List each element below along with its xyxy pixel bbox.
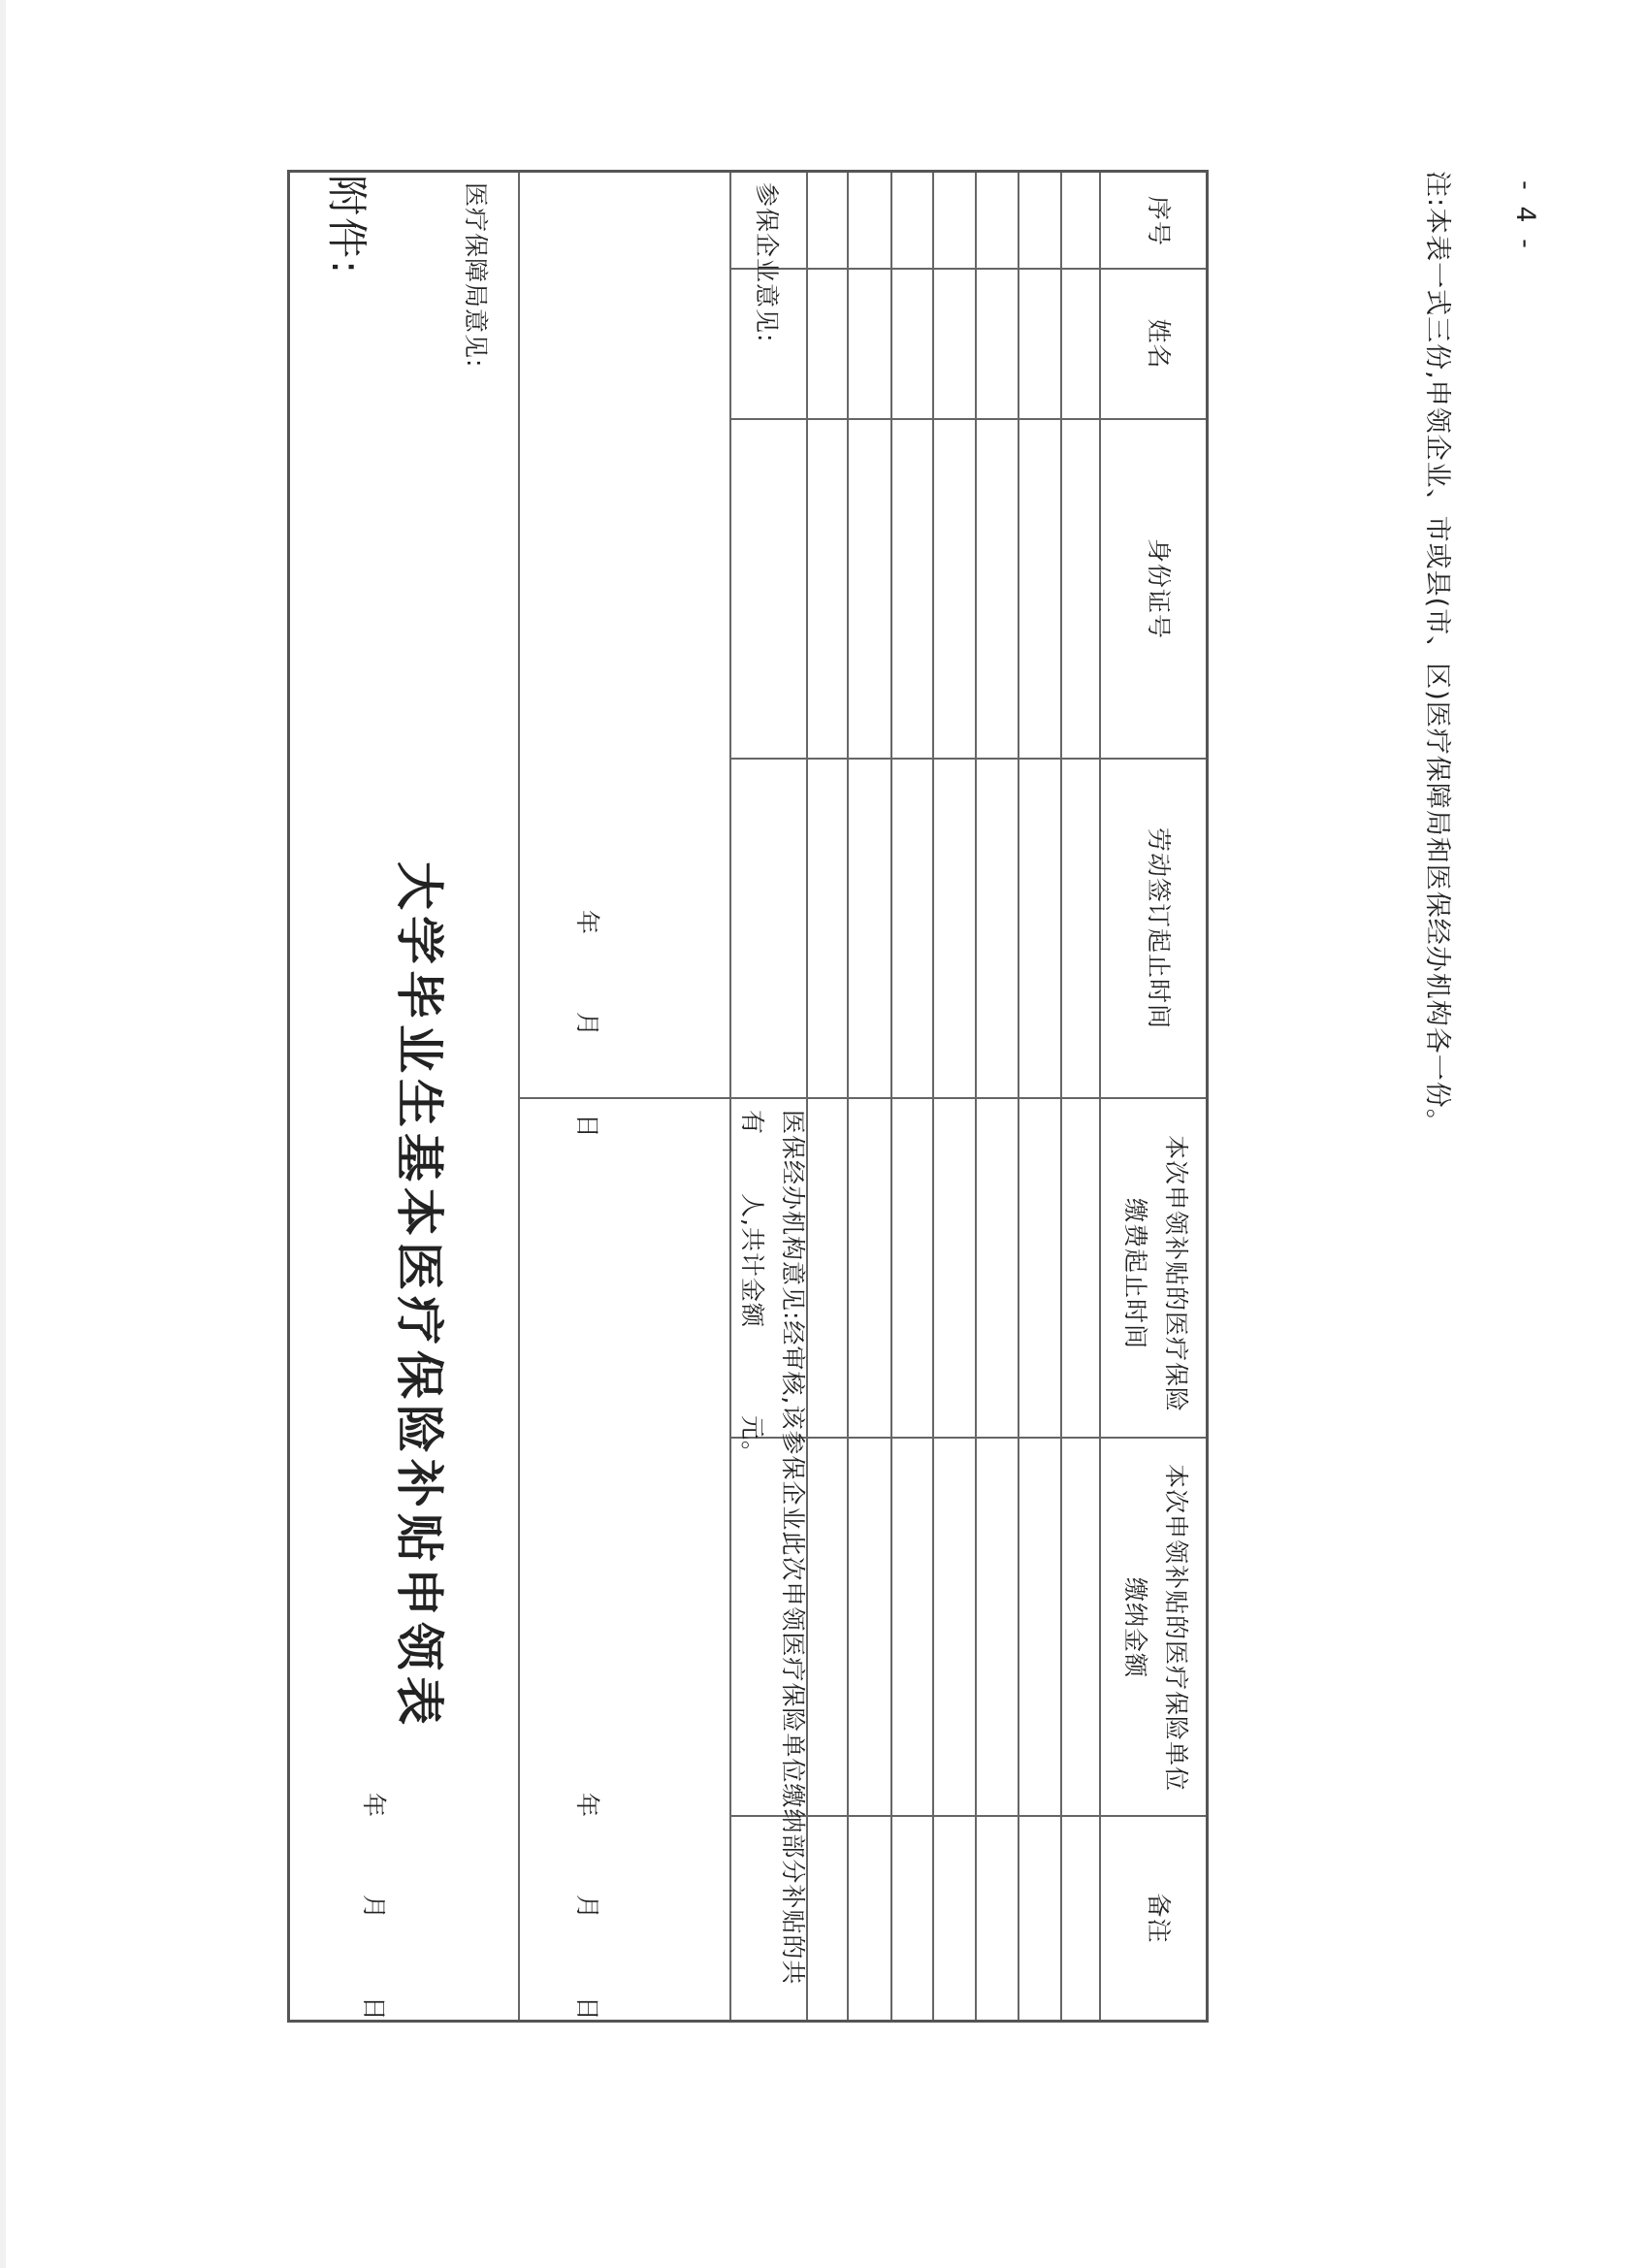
column-divider	[731, 418, 1206, 420]
bureau-opinion-label: 医疗保障局意见:	[462, 182, 490, 369]
data-row-divider	[932, 173, 934, 2020]
data-row-divider	[975, 173, 977, 2020]
enterprise-opinion-date: 年 月 日	[573, 910, 601, 1173]
table-note: 注:本表一式三份,申领企业、市或县(市、区)医疗保障局和医保经办机构各一份。	[1422, 171, 1452, 1136]
data-row-divider	[890, 173, 892, 2020]
header-insurance-payment-period: 本次申领补贴的医疗保险缴费起止时间	[1121, 1134, 1190, 1412]
agency-opinion-people: 人,共计金额	[738, 1193, 766, 1328]
header-name: 姓名	[1145, 318, 1173, 370]
enterprise-opinion-label: 参保企业意见:	[753, 182, 781, 343]
page-number: - 4 -	[1510, 180, 1540, 252]
header-serial-number: 序号	[1145, 195, 1173, 246]
header-row-divider	[1099, 173, 1101, 2020]
agency-opinion-date: 年 月 日	[573, 1793, 601, 2056]
header-employer-payment-amount: 本次申领补贴的医疗保险单位缴纳金额	[1121, 1463, 1190, 1792]
agency-opinion-text	[731, 1110, 813, 2002]
header-id-number: 身份证号	[1145, 537, 1173, 639]
agency-opinion-suffix: 元。	[738, 1414, 766, 1466]
application-form-table	[287, 170, 1209, 2056]
data-row-divider	[847, 173, 849, 2020]
agency-opinion-prefix: 医保经办机构意见:经审核,该参保企业此次申领医疗保险单位缴纳部分补贴的共有	[738, 1110, 807, 1986]
header-remarks: 备注	[1145, 1893, 1173, 1944]
header-labor-contract-period: 劳动签订起止时间	[1145, 826, 1173, 1029]
bureau-opinion-date: 年 月 日	[360, 1793, 388, 2056]
form-title: 大学毕业生基本医疗保险补贴申领表	[391, 861, 447, 1731]
data-row-divider	[1060, 173, 1062, 2020]
bureau-section-divider	[518, 173, 520, 2020]
data-row-divider	[1018, 173, 1019, 2020]
column-divider	[731, 268, 1206, 270]
column-divider	[520, 1097, 1206, 1099]
attachment-label: 附件:	[323, 175, 371, 276]
column-divider	[731, 758, 1206, 760]
